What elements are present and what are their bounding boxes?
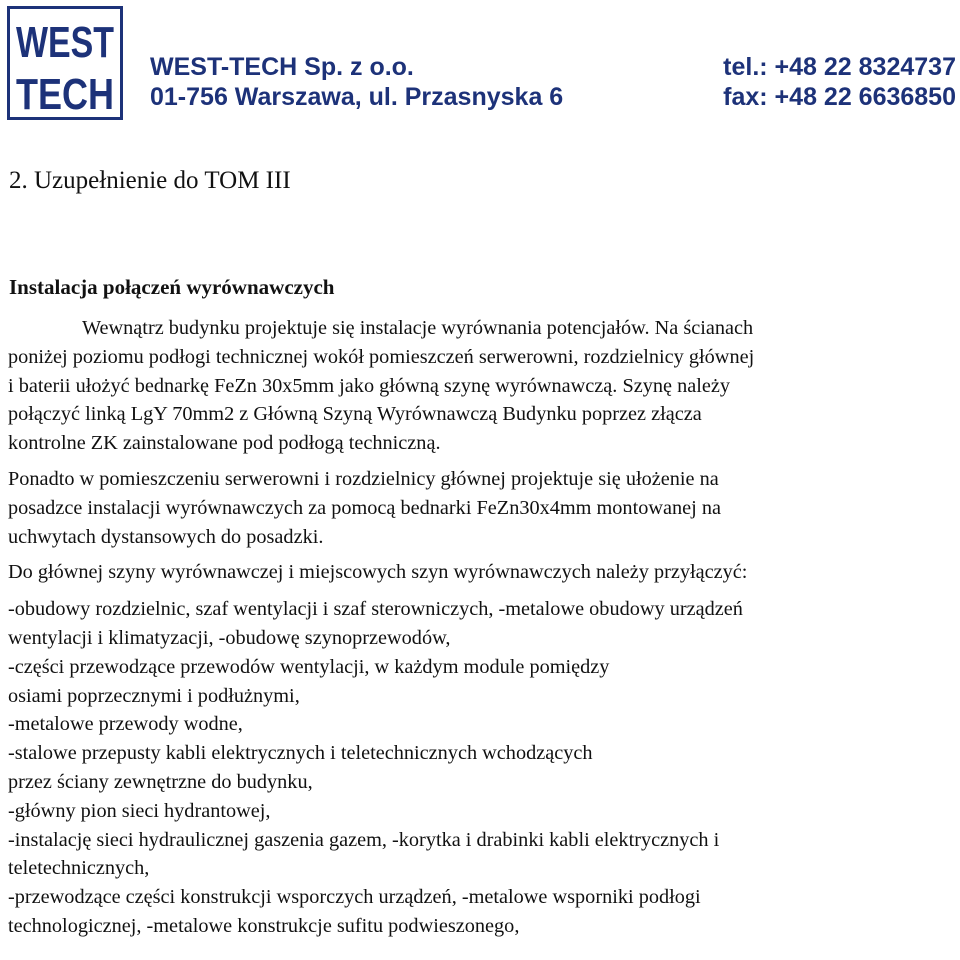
list-item: wentylacji i klimatyzacji, -obudowę szynoprzewodów, (8, 626, 451, 649)
paragraph-line: Do głównej szyny wyrównawczej i miejscowych szyn wyrównawczych należy przyłączyć: (8, 561, 748, 584)
west-tech-logo-graphic (10, 9, 120, 117)
phone-number: tel.: +48 22 8324737 (723, 53, 956, 81)
list-item: -metalowe przewody wodne, (8, 713, 243, 736)
list-item: -przewodzące części konstrukcji wsporczych urządzeń, -metalowe wsporniki podłogi (8, 886, 701, 909)
list-item: -obudowy rozdzielnic, szaf wentylacji i szaf sterowniczych, -metalowe obudowy urządzeń (8, 598, 743, 621)
connection-list (8, 595, 953, 941)
list-item: -instalację sieci hydraulicznej gaszenia gazem, -korytka i drabinki kabli elektrycznych i (8, 828, 720, 851)
list-item: -główny pion sieci hydrantowej, (8, 799, 271, 822)
document-body (8, 314, 953, 941)
paragraph-line: uchwytach dystansowych do posadzki. (8, 525, 324, 548)
company-address: 01-756 Warszawa, ul. Przasnyska 6 (150, 83, 564, 111)
paragraph-line: połączyć linką LgY 70mm2 z Główną Szyną Wyrównawczą Budynku poprzez złącza (8, 403, 702, 426)
list-item: -części przewodzące przewodów wentylacji, w każdym module pomiędzy (8, 655, 610, 678)
contact-info (723, 52, 956, 112)
paragraph-line: kontrolne ZK zainstalowane pod podłogą techniczną. (8, 432, 441, 455)
list-item: teletechnicznych, (8, 857, 150, 880)
list-item: osiami poprzecznymi i podłużnymi, (8, 684, 300, 707)
paragraph-2 (8, 465, 953, 551)
subheading: Instalacja połączeń wyrównawczych (9, 275, 335, 299)
section-heading: 2. Uzupełnienie do TOM III (9, 167, 291, 194)
list-item: -stalowe przepusty kabli elektrycznych i teletechnicznych wchodzących (8, 742, 593, 765)
logo-word-tech: TECH (16, 70, 114, 119)
paragraph-line: Wewnątrz budynku projektuje się instalacje wyrównania potencjałów. Na ścianach (82, 317, 754, 339)
paragraph-1 (8, 314, 953, 458)
company-name: WEST-TECH Sp. z o.o. (150, 53, 414, 81)
list-item: technologicznej, -metalowe konstrukcje sufitu podwieszonego, (8, 914, 520, 937)
company-info (150, 52, 563, 112)
paragraph-line: Ponadto w pomieszczeniu serwerowni i rozdzielnicy głównej projektuje się ułożenie na (8, 467, 719, 490)
fax-number: fax: +48 22 6636850 (723, 83, 956, 111)
paragraph-line: poniżej poziomu podłogi technicznej wokół pomieszczeń serwerowni, rozdzielnicy głównej (8, 345, 755, 368)
list-item: przez ściany zewnętrzne do budynku, (8, 770, 313, 793)
logo-word-west: WEST (16, 18, 115, 67)
paragraph-line: posadzce instalacji wyrównawczych za pomocą bednarki FeZn30x4mm montowanej na (8, 496, 721, 519)
paragraph-line: i baterii ułożyć bednarkę FeZn 30x5mm jako główną szynę wyrównawczą. Szynę należy (8, 374, 730, 397)
company-logo (7, 6, 123, 120)
paragraph-3 (8, 558, 953, 587)
